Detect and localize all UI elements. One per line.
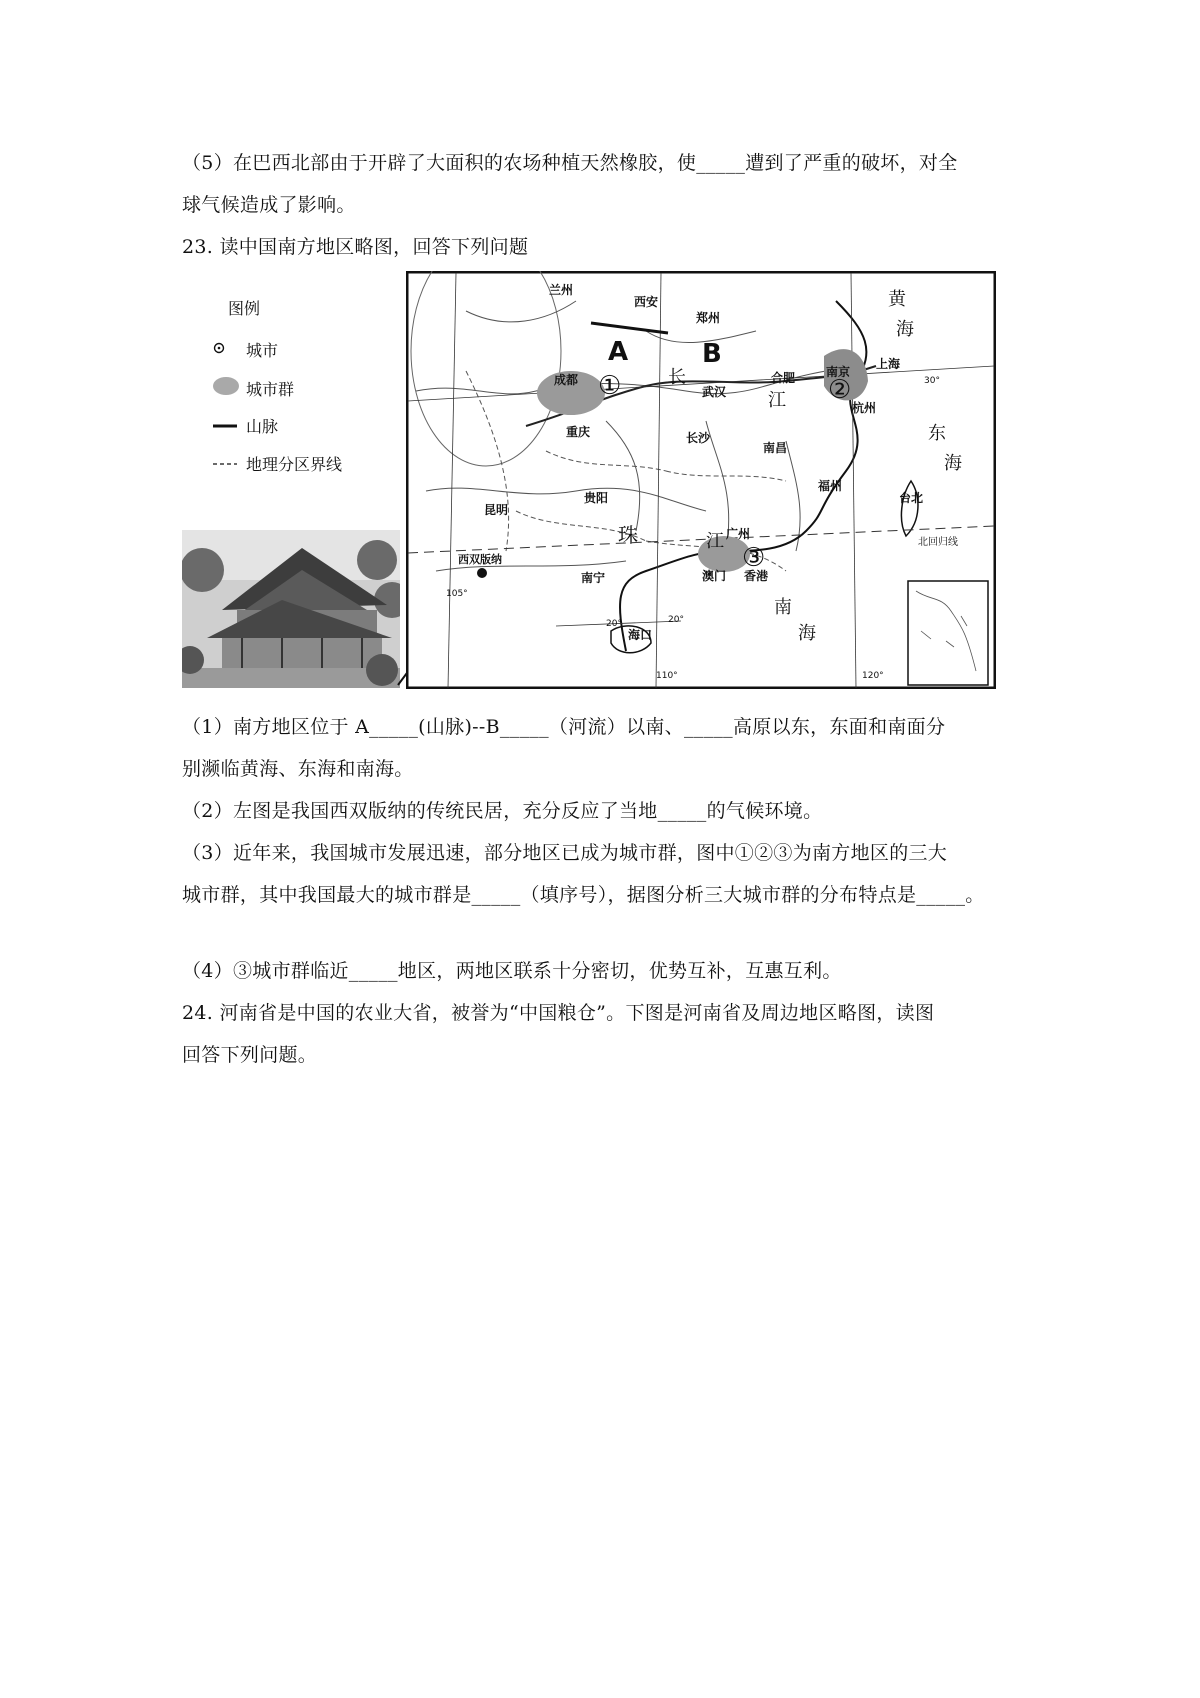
q23-item1-line1: （1）南方地区位于 A_____(山脉)--B_____（河流）以南、_____高原以东，东面和南面分 [182,716,946,738]
city-label-hefei: 合肥 [771,371,796,385]
cluster-mark-2: ② [828,375,852,405]
q24-stem-line1: 24. 河南省是中国的农业大省，被誉为“中国粮仓”。下图是河南省及周边地区略图，读图 [182,1002,935,1024]
city-label-guiyang: 贵阳 [584,491,609,505]
map-label-A: A [608,337,629,367]
sea-label-huang-hai: 海 [896,319,914,340]
q23-stem: 23. 读中国南方地区略图，回答下列问题 [182,236,529,258]
tropic-label: 北回归线 [918,537,958,548]
legend-city [212,338,278,361]
lon-120-label: 120° [862,671,884,681]
lat-20-label-b: 20° [668,615,684,625]
city-label-taipei: 台北 [899,491,924,505]
city-label-lanzhou: 兰州 [549,283,574,297]
city-label-guangzhou: 广州 [726,527,751,541]
sea-label-nan-hai: 海 [798,623,816,644]
legend-city-cluster-label: 城市群 [246,379,295,399]
cluster-mark-1: ① [598,371,622,401]
legend-city-label: 城市 [246,341,279,360]
legend-boundary-label: 地理分区界线 [246,455,343,474]
lat-20-label-a: 20° [606,619,622,629]
legend-city-cluster [212,376,294,400]
city-label-nanjing: 南京 [826,365,851,379]
city-label-kunming: 昆明 [484,503,509,517]
q23-item4: （4）③城市群临近_____地区，两地区联系十分密切，优势互补，互惠互利。 [182,960,842,982]
q24-stem-line2: 回答下列问题。 [182,1044,318,1066]
city-label-fuzhou: 福州 [818,479,843,493]
q23-item3-line1: （3）近年来，我国城市发展迅速，部分地区已成为城市群，图中①②③为南方地区的三大 [182,842,948,864]
city-label-nanning: 南宁 [581,571,606,585]
river-label-zhu: 珠 [618,523,638,547]
legend-title: 图例 [228,299,261,318]
mountain-line-icon [212,416,246,435]
city-label-wuhan: 武汉 [702,385,727,399]
lon-110-label: 110° [656,671,678,681]
city-label-changsha: 长沙 [686,431,711,445]
city-dot-icon [212,340,246,359]
city-label-chengdu: 成都 [554,373,579,387]
legend-mountain [212,414,278,437]
boundary-dash-icon [212,454,246,473]
river-label-jiang: 江 [768,390,786,411]
city-label-zhengzhou: 郑州 [696,311,721,325]
q23-item1-line2: 别濒临黄海、东海和南海。 [182,758,414,780]
sea-label-dong: 东 [928,423,946,444]
legend-mountain-label: 山脉 [246,417,279,436]
city-label-hangzhou: 杭州 [852,401,877,415]
map-label-B: B [702,339,722,369]
river-label-chang: 长 [668,367,686,388]
legend-boundary [212,452,342,475]
city-label-macau: 澳门 [702,569,727,583]
city-cluster-icon [212,376,246,400]
sea-label-dong-hai: 海 [944,453,962,474]
city-label-nanchang: 南昌 [763,441,788,455]
river-label-jiang-2: 江 [706,531,724,552]
city-label-xishuangbanna: 西双版纳 [458,553,502,566]
sea-label-huang: 黄 [888,289,906,310]
q23-item2: （2）左图是我国西双版纳的传统民居，充分反应了当地_____的气候环境。 [182,800,823,822]
q22-item5-line2: 球气候造成了影响。 [182,194,356,216]
city-label-hongkong: 香港 [744,569,769,583]
city-label-xian: 西安 [634,295,659,309]
south-china-map [406,271,996,689]
lat-30-label: 30° [924,376,940,386]
cluster-mark-3: ③ [742,543,766,573]
q22-item5-line1: （5）在巴西北部由于开辟了大面积的农场种植天然橡胶，使_____遭到了严重的破坏，对全 [182,152,958,174]
q23-item3-line2: 城市群，其中我国最大的城市群是_____（填序号），据图分析三大城市群的分布特点是_____。 [182,884,985,906]
city-label-shanghai: 上海 [876,357,901,371]
xishuangbanna-house-photo [182,530,400,688]
city-label-chongqing: 重庆 [566,425,591,439]
city-label-haikou: 海口 [628,628,653,642]
lon-105-label: 105° [446,589,468,599]
sea-label-nan: 南 [774,597,792,618]
